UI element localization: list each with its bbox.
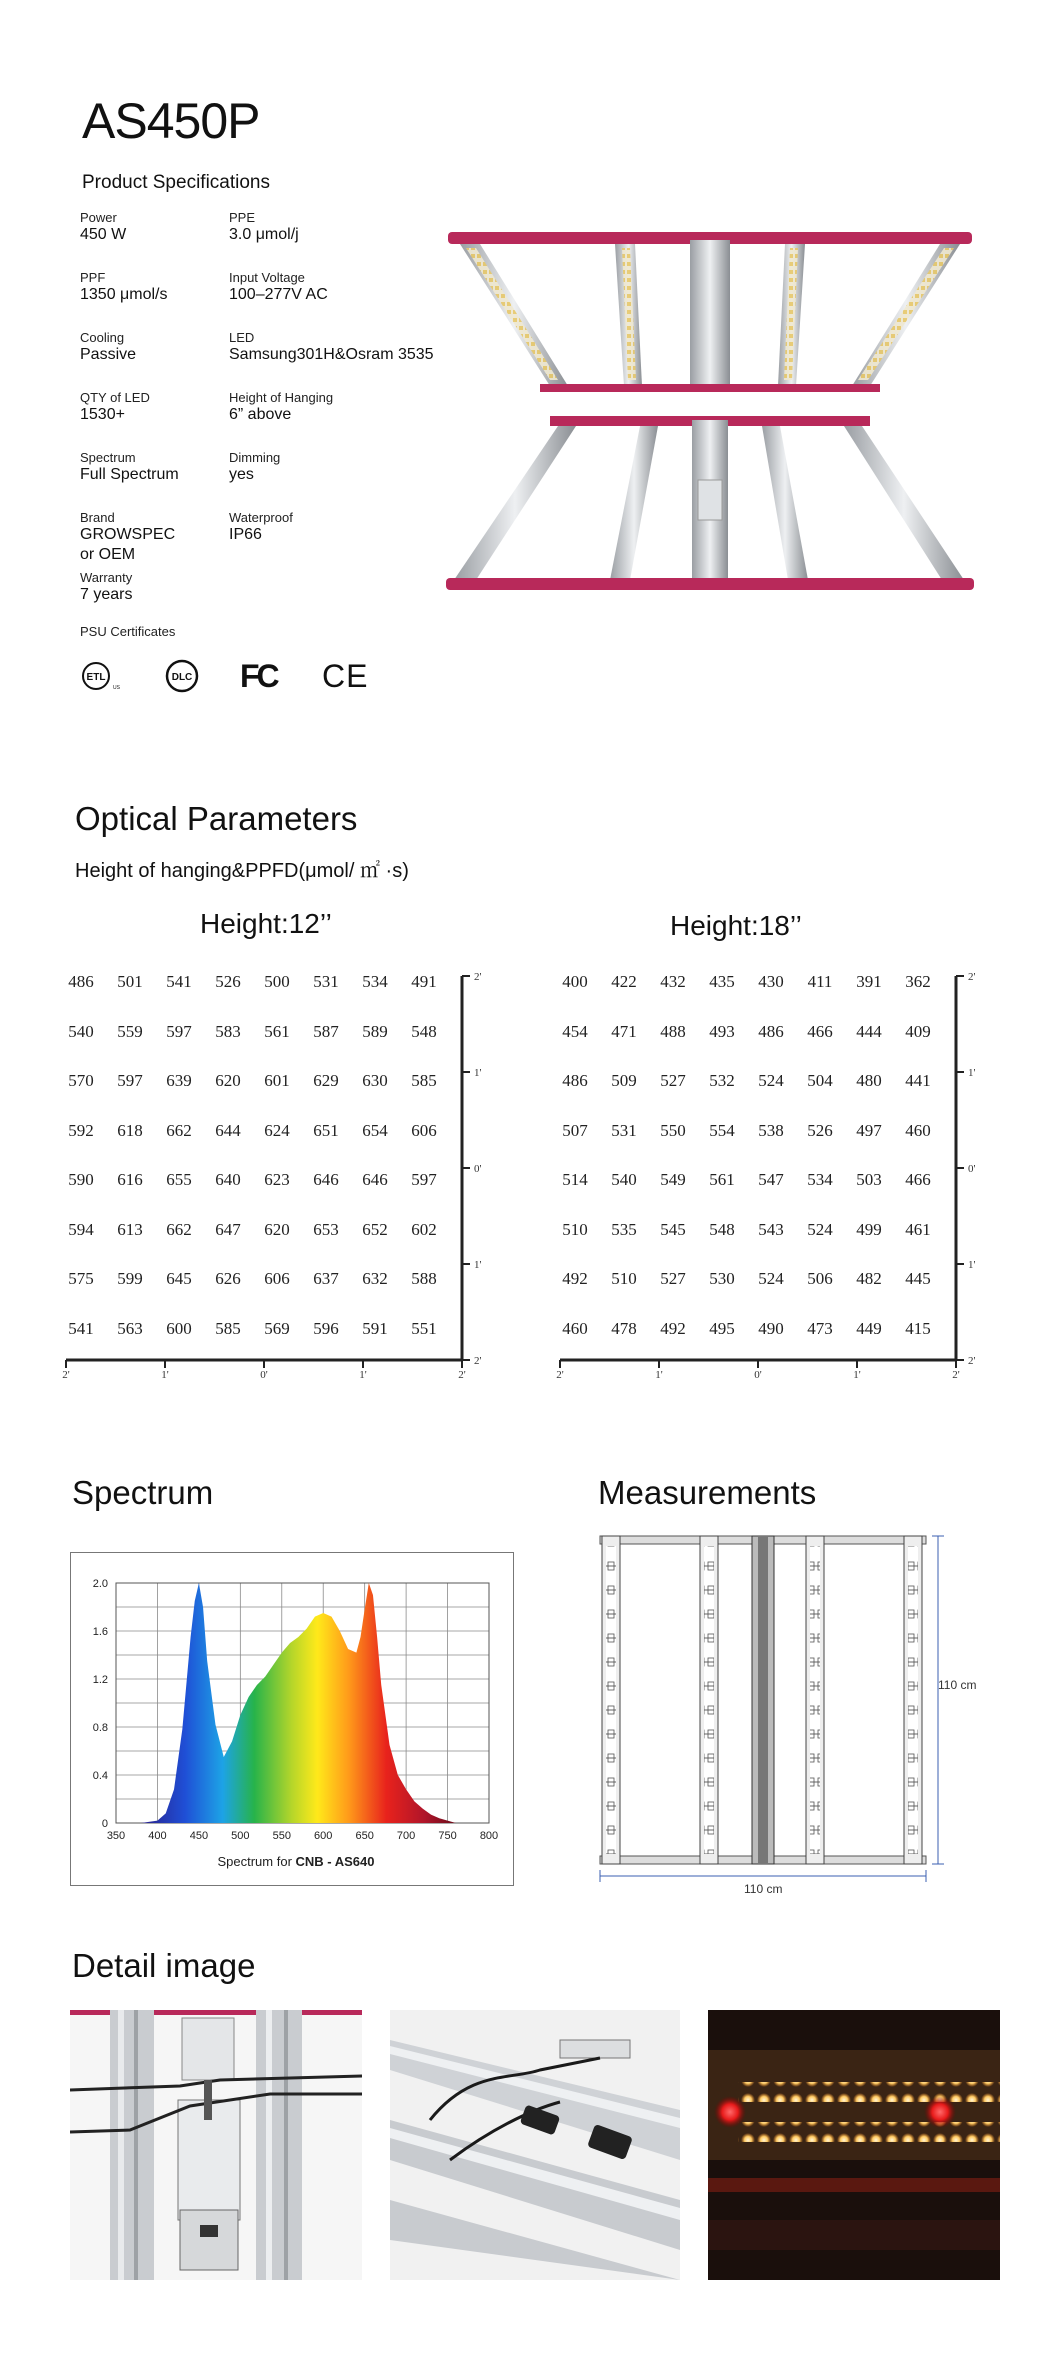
ppfd-cell: 527 [660,1071,686,1090]
ppfd-cell: 461 [905,1219,931,1239]
ppfd-cell: 545 [660,1219,686,1239]
spectrum-xlabel: Spectrum for CNB - AS640 [217,1854,375,1869]
ppfd-cell: 490 [758,1318,784,1338]
ppfd-cell: 602 [411,1219,437,1239]
x-tick-label: 450 [189,1830,209,1842]
x-tick-label: 800 [479,1830,499,1842]
ppfd-cell: 486 [68,972,94,991]
optical-heading: Optical Parameters [75,800,358,837]
y-axis-label: 1' [474,1259,482,1271]
ppfd-cell: 551 [411,1318,437,1338]
ppfd-grid-axes [60,970,500,1390]
ppfd-cell: 606 [411,1120,437,1140]
ppfd-cell: 620 [215,1071,241,1090]
measurement-height-label: 110 cm [938,1678,977,1692]
y-axis-label: 1' [968,1259,976,1271]
ppfd-cell: 460 [905,1120,931,1140]
ppfd-cell: 432 [660,972,686,991]
ppfd-cell: 507 [562,1120,588,1140]
ppfd-cell: 492 [562,1269,588,1288]
ppfd-cell: 543 [758,1219,784,1239]
ppfd-cell: 561 [709,1170,735,1189]
product-title: AS450P [82,93,260,149]
ce-logo-text: CE [322,659,368,693]
ppfd-cell: 415 [905,1318,931,1338]
ppfd-cell: 486 [758,1021,784,1041]
ppfd-cell: 492 [660,1318,686,1338]
ppfd-cell: 587 [313,1021,339,1041]
ppfd-cell: 654 [362,1120,388,1140]
ppfd-cell: 482 [856,1269,882,1288]
measurements-diagram [596,1530,996,1900]
ppfd-cell: 466 [807,1021,833,1041]
y-axis-label: 2' [474,971,482,983]
etl-logo-text: ETL [86,672,106,683]
ppfd-cell: 510 [562,1219,588,1239]
spec-value: GROWSPEC or OEM [80,526,176,563]
ppfd-cell: 624 [264,1120,290,1140]
ppfd-cell: 601 [264,1071,290,1090]
spec-label: Input Voltage [229,270,305,285]
spec-value: 1350 μmol/s [80,286,168,303]
ppfd-cell: 422 [611,972,637,991]
measurements-heading: Measurements [598,1474,817,1511]
ppfd-cell: 597 [411,1170,437,1189]
ppfd-cell: 449 [856,1318,882,1338]
y-tick-label: 0.4 [92,1770,108,1782]
ppfd-cell: 640 [215,1170,241,1189]
measurement-width-label: 110 cm [744,1882,783,1896]
spec-label: Dimming [229,450,281,465]
ppfd-cell: 538 [758,1120,784,1140]
ppfd-grid-axes [554,970,994,1390]
ppfd-cell: 655 [166,1170,192,1189]
y-axis-label: 1' [968,1067,976,1079]
svg-text:US: US [113,685,120,691]
x-tick-label: 600 [314,1830,333,1842]
ppfd-cell: 637 [313,1269,339,1288]
ppfd-cell: 563 [117,1318,143,1338]
y-axis-label: 0' [968,1163,976,1175]
fc-logo-text: FC [240,659,277,693]
ppfd-cell: 541 [68,1318,94,1338]
y-tick-label: 1.2 [92,1674,108,1686]
ppfd-cell: 501 [117,972,143,991]
grid-title-18: Height:18’’ [670,910,802,941]
ppfd-cell: 662 [166,1219,192,1239]
y-tick-label: 2.0 [92,1578,108,1590]
x-tick-label: 350 [106,1830,126,1842]
x-tick-label: 500 [231,1830,250,1842]
ppfd-cell: 606 [264,1269,290,1288]
ppfd-cell: 585 [215,1318,241,1338]
ppfd-cell: 527 [660,1269,686,1288]
ppfd-cell: 454 [562,1021,588,1041]
ppfd-cell: 509 [611,1071,637,1090]
x-axis-label: 2' [62,1369,70,1381]
detail-photo-2 [390,2010,680,2280]
ppfd-cell: 514 [562,1170,588,1189]
ppfd-cell: 510 [611,1269,637,1288]
spec-value: 450 W [80,226,127,243]
ppfd-cell: 532 [709,1071,735,1090]
spec-value: Full Spectrum [80,466,179,483]
ppfd-cell: 592 [68,1120,94,1140]
ppfd-cell: 499 [856,1219,882,1239]
ppfd-cell: 549 [660,1170,686,1189]
ppfd-cell: 589 [362,1021,388,1041]
ppfd-cell: 491 [411,972,437,991]
spec-label: Cooling [80,330,125,345]
ppfd-cell: 651 [313,1120,339,1140]
psu-certificates-label: PSU Certificates [80,624,176,639]
dlc-logo-text: DLC [171,672,193,683]
ppfd-cell: 445 [905,1269,931,1288]
ppfd-cell: 588 [411,1269,437,1288]
spec-label: PPE [229,210,256,225]
x-tick-label: 650 [355,1830,374,1842]
ppfd-cell: 480 [856,1071,882,1090]
x-axis-label: 1' [853,1369,861,1381]
ppfd-cell: 632 [362,1269,388,1288]
spec-value: 1530+ [80,406,125,423]
product-image [440,220,980,610]
spec-label: Warranty [80,570,133,585]
ppfd-cell: 583 [215,1021,241,1041]
x-tick-label: 750 [438,1830,457,1842]
x-axis-label: 2' [458,1369,466,1381]
spec-spectrum [80,450,230,485]
ppfd-cell: 626 [215,1269,241,1288]
x-tick-label: 400 [148,1830,167,1842]
x-axis-label: 0' [754,1369,762,1381]
ppfd-cell: 441 [905,1071,931,1090]
spec-value: 7 years [80,586,133,603]
y-axis-label: 0' [474,1163,482,1175]
ppfd-cell: 495 [709,1318,735,1338]
ppfd-cell: 478 [611,1318,637,1338]
ppfd-cell: 591 [362,1318,388,1338]
ppfd-cell: 488 [660,1021,686,1041]
x-axis-label: 1' [655,1369,663,1381]
ppfd-cell: 531 [611,1120,637,1140]
ppfd-cell: 503 [856,1170,882,1189]
ppfd-cell: 597 [166,1021,192,1041]
ppfd-cell: 506 [807,1269,833,1288]
ppfd-cell: 652 [362,1219,388,1239]
spec-label: QTY of LED [80,390,150,405]
spec-label: LED [229,330,255,345]
spec-brand [80,510,190,565]
ppfd-cell: 596 [313,1318,339,1338]
ppfd-cell: 554 [709,1120,735,1140]
y-axis-label: 2' [968,971,976,983]
x-axis-label: 2' [952,1369,960,1381]
ppfd-cell: 575 [68,1269,94,1288]
spec-ppf [80,270,230,305]
ppfd-cell: 435 [709,972,735,991]
ppfd-cell: 500 [264,972,290,991]
spectrum-chart [71,1553,513,1885]
spec-value: Samsung301H&Osram 3535 [229,346,434,363]
y-axis-label: 1' [474,1067,482,1079]
ppfd-cell: 629 [313,1071,339,1090]
ppfd-cell: 411 [807,972,833,991]
spec-label: Waterproof [229,510,293,525]
spectrum-heading: Spectrum [72,1474,214,1511]
spec-label: Height of Hanging [229,390,334,405]
spec-qty-led [80,390,230,425]
ppfd-cell: 570 [68,1071,94,1090]
grid-title-12: Height:12’’ [200,908,332,939]
ppfd-cell: 630 [362,1071,388,1090]
ce-logo [322,659,368,693]
ppfd-cell: 616 [117,1170,143,1189]
ppfd-cell: 540 [68,1021,94,1041]
ppfd-cell: 534 [362,972,388,991]
ppfd-cell: 561 [264,1021,290,1041]
spec-value: 3.0 μmol/j [229,226,299,243]
ppfd-cell: 391 [856,972,882,991]
ppfd-cell: 486 [562,1071,588,1090]
ppfd-cell: 662 [166,1120,192,1140]
x-tick-label: 550 [272,1830,291,1842]
ppfd-cell: 473 [807,1318,833,1338]
ppfd-cell: 444 [856,1021,882,1041]
ppfd-cell: 548 [709,1219,735,1239]
spec-label: Spectrum [80,450,136,465]
ppfd-cell: 430 [758,972,784,991]
y-axis-label: 2' [968,1355,976,1367]
ppfd-cell: 526 [215,972,241,991]
spec-cooling [80,330,230,365]
ppfd-cell: 618 [117,1120,143,1140]
ppfd-cell: 409 [905,1021,931,1041]
ppfd-cell: 590 [68,1170,94,1189]
ppfd-cell: 623 [264,1170,290,1189]
y-tick-label: 1.6 [92,1626,108,1638]
fc-logo [240,659,286,693]
ppfd-cell: 535 [611,1219,637,1239]
ppfd-cell: 493 [709,1021,735,1041]
x-axis-label: 1' [161,1369,169,1381]
ppfd-cell: 594 [68,1219,94,1239]
ppfd-cell: 541 [166,972,192,991]
x-axis-label: 0' [260,1369,268,1381]
dlc-logo [164,658,204,694]
x-axis-label: 1' [359,1369,367,1381]
ppfd-cell: 639 [166,1071,192,1090]
spec-power [80,210,230,245]
spec-value: Passive [80,346,137,363]
ppfd-cell: 524 [807,1219,833,1239]
y-tick-label: 0 [101,1818,108,1830]
ppfd-grid-12 [62,970,500,1390]
ppfd-cell: 613 [117,1219,143,1239]
ppfd-cell: 531 [313,972,339,991]
ppfd-cell: 362 [905,972,931,991]
ppfd-cell: 599 [117,1269,143,1288]
detail-heading: Detail image [72,1947,256,1984]
ppfd-cell: 534 [807,1170,833,1189]
x-tick-label: 700 [396,1830,416,1842]
spec-value: 6” above [229,406,292,423]
spectrum-chart-frame [70,1552,514,1886]
ppfd-cell: 646 [362,1170,388,1189]
ppfd-cell: 460 [562,1318,588,1338]
x-axis-label: 2' [556,1369,564,1381]
ppfd-cell: 524 [758,1269,784,1288]
ppfd-cell: 497 [856,1120,882,1140]
ppfd-cell: 550 [660,1120,686,1140]
ppfd-cell: 466 [905,1170,931,1189]
detail-photo-1 [70,2010,362,2280]
detail-photo-3 [708,2010,1000,2280]
ppfd-cell: 585 [411,1071,437,1090]
ppfd-cell: 644 [215,1120,241,1140]
ppfd-cell: 647 [215,1219,241,1239]
ppfd-cell: 530 [709,1269,735,1288]
etl-logo [80,660,120,692]
ppfd-cell: 547 [758,1170,784,1189]
ppfd-cell: 548 [411,1021,437,1041]
optical-subheading: Height of hanging&PPFD(μmol/ ㎡ ·s) [75,860,409,882]
spec-value: IP66 [229,526,262,543]
ppfd-cell: 646 [313,1170,339,1189]
ppfd-grid-18 [556,970,994,1390]
ppfd-cell: 559 [117,1021,143,1041]
y-tick-label: 0.8 [92,1722,108,1734]
y-axis-label: 2' [474,1355,482,1367]
ppfd-cell: 540 [611,1170,637,1189]
ppfd-cell: 526 [807,1120,833,1140]
spec-label: PPF [80,270,106,285]
spec-label: Brand [80,510,115,525]
spec-value: 100–277V AC [229,286,328,303]
ppfd-cell: 645 [166,1269,192,1288]
spec-label: Power [80,210,117,225]
spec-value: yes [229,466,254,483]
spec-warranty [80,570,230,605]
ppfd-cell: 471 [611,1021,637,1041]
ppfd-cell: 600 [166,1318,192,1338]
ppfd-cell: 597 [117,1071,143,1090]
ppfd-cell: 400 [562,972,588,991]
spec-heading: Product Specifications [82,172,270,193]
ppfd-cell: 504 [807,1071,833,1090]
ppfd-cell: 569 [264,1318,290,1338]
ppfd-cell: 620 [264,1219,290,1239]
ppfd-cell: 653 [313,1219,339,1239]
ppfd-cell: 524 [758,1071,784,1090]
